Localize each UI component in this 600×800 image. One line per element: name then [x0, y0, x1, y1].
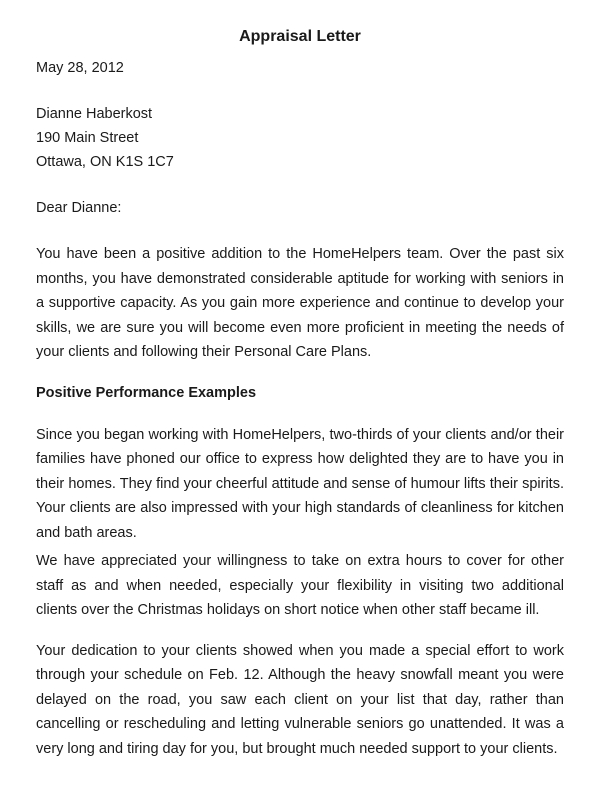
- body-paragraph-extra-hours: We have appreciated your willingness to take on extra hours to cover for other staff as and when needed, especially your flexibility in visiting two additional clients over the Christmas holidays on short notice when other staff became ill.: [36, 553, 564, 618]
- recipient-address: [36, 102, 564, 174]
- body-paragraph-clients: Since you began working with HomeHelpers, two-thirds of your clients and/or their families have phoned our office to express how delighted they are to have you in their homes. They find your cheerful attitude and sense of humour lifts their spirits. Your clients are also impressed with your high standards of cleanliness for kitchen and bath areas.: [36, 426, 564, 541]
- recipient-name: Dianne Haberkost: [36, 106, 153, 122]
- letter-date: May 28, 2012: [36, 60, 124, 76]
- letter-title: Appraisal Letter: [239, 28, 361, 45]
- section-heading: Positive Performance Examples: [36, 384, 257, 401]
- recipient-city: Ottawa, ON K1S 1C7: [36, 154, 174, 170]
- salutation: Dear Dianne:: [36, 200, 122, 216]
- body-paragraph-dedication: Your dedication to your clients showed when you made a special effort to work through your schedule on Feb. 12. Although the heavy snowfall meant you were delayed on the road, you saw each client on your list that day, rather than cancelling or rescheduling and letting vulnerable seniors go unattended. It was a very long and tiring day for you, but brought much needed support to your clients.: [36, 642, 564, 757]
- recipient-street: 190 Main Street: [36, 130, 139, 146]
- intro-paragraph: You have been a positive addition to the HomeHelpers team. Over the past six months, you have demonstrated considerable aptitude for working with seniors in a supportive capacity. As you gain more experience and continue to develop your skills, we are sure you will become even more proficient in meeting the needs of your clients and following their Personal Care Plans.: [36, 246, 564, 360]
